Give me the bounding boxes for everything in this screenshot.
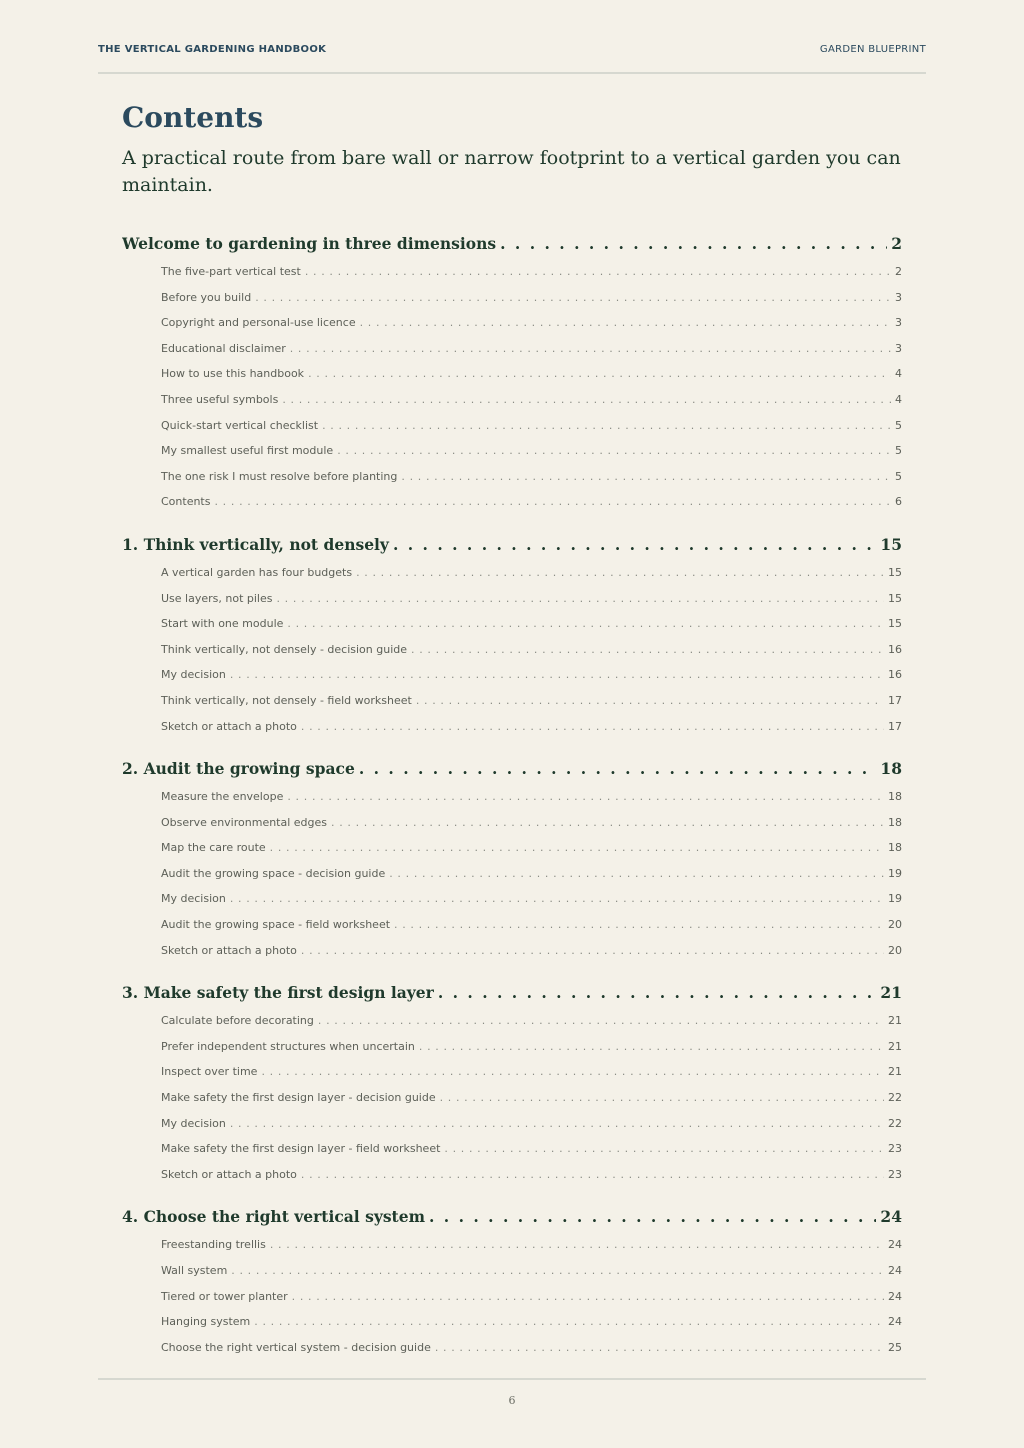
toc-entry-title: How to use this handbook: [161, 367, 305, 381]
toc-entry-title: Contents: [161, 495, 211, 509]
toc-entry[interactable]: [122, 1284, 902, 1310]
toc-entry[interactable]: [122, 361, 902, 387]
toc-entry-page-number: 4: [895, 392, 902, 406]
toc-entry-page-number: 16: [888, 642, 902, 656]
toc-entry[interactable]: [122, 714, 902, 740]
toc-chapter-group: [122, 532, 902, 739]
toc-entry[interactable]: [122, 1232, 902, 1258]
dot-leader: [318, 1008, 884, 1034]
toc-entry-title: Sketch or attach a photo: [161, 1167, 297, 1181]
dot-leader: [231, 1258, 884, 1284]
toc-entry-page-number: 4: [895, 367, 902, 381]
toc-entry-title: Map the care route: [161, 841, 266, 855]
toc-entry-title: My decision: [161, 1116, 226, 1130]
toc-entry[interactable]: [122, 1034, 902, 1060]
toc-entry-title: Copyright and personal-use licence: [161, 316, 356, 330]
toc-entry-title: Make safety the first design layer - decision guide: [161, 1091, 436, 1105]
toc-entry-page-number: 15: [888, 617, 902, 631]
toc-entry-title: My smallest useful first module: [161, 444, 334, 458]
toc-entry-page-number: 15: [888, 591, 902, 605]
dot-leader: [337, 438, 891, 464]
toc-chapter[interactable]: [122, 756, 902, 782]
toc-entry-title: Audit the growing space - field worksheet: [161, 918, 391, 932]
toc-entry[interactable]: [122, 586, 902, 612]
dot-leader: [331, 810, 884, 836]
toc-chapter-title: 3. Make safety the first design layer: [122, 983, 434, 1003]
dot-leader: [440, 1085, 884, 1111]
toc-entry-page-number: 3: [895, 316, 902, 330]
toc-chapter[interactable]: [122, 231, 902, 257]
toc-entry[interactable]: [122, 310, 902, 336]
dot-leader: [230, 886, 884, 912]
toc-entry-page-number: 18: [888, 841, 902, 855]
dot-leader: [393, 532, 876, 558]
table-of-contents: [122, 231, 902, 1360]
toc-entry-page-number: 5: [895, 469, 902, 483]
toc-entry[interactable]: [122, 1162, 902, 1188]
toc-entry-title: Measure the envelope: [161, 790, 284, 804]
dot-leader: [356, 560, 884, 586]
dot-leader: [261, 1059, 884, 1085]
toc-entry-page-number: 3: [895, 341, 902, 355]
toc-entry-title: Inspect over time: [161, 1065, 258, 1079]
toc-entry[interactable]: [122, 1008, 902, 1034]
toc-entry-page-number: 19: [888, 866, 902, 880]
toc-entry[interactable]: [122, 835, 902, 861]
running-header: [98, 40, 926, 74]
toc-entry[interactable]: [122, 861, 902, 887]
toc-entry[interactable]: [122, 1335, 902, 1361]
toc-entry[interactable]: [122, 637, 902, 663]
toc-chapter-page-number: 2: [891, 234, 902, 253]
toc-entry[interactable]: [122, 1111, 902, 1137]
toc-entry-title: Think vertically, not densely - field worksheet: [161, 693, 412, 707]
toc-chapter-title: 1. Think vertically, not densely: [122, 534, 389, 554]
toc-entry-page-number: 23: [888, 1142, 902, 1156]
toc-entry[interactable]: [122, 438, 902, 464]
dot-leader: [359, 756, 877, 782]
toc-entry[interactable]: [122, 662, 902, 688]
toc-entry-page-number: 24: [888, 1238, 902, 1252]
toc-chapter-title: 4. Choose the right vertical system: [122, 1207, 425, 1227]
toc-entry-page-number: 3: [895, 290, 902, 304]
toc-entry[interactable]: [122, 886, 902, 912]
toc-entry[interactable]: [122, 560, 902, 586]
dot-leader: [305, 259, 891, 285]
dot-leader: [214, 489, 891, 515]
toc-chapter-group: [122, 231, 902, 515]
dot-leader: [322, 413, 891, 439]
toc-entry-title: Tiered or tower planter: [161, 1289, 288, 1303]
toc-chapter[interactable]: [122, 1204, 902, 1230]
dot-leader: [255, 285, 891, 311]
toc-chapter-group: [122, 980, 902, 1187]
dot-leader: [429, 1204, 876, 1230]
toc-entry-page-number: 21: [888, 1014, 902, 1028]
dot-leader: [230, 1111, 884, 1137]
toc-entry-title: Educational disclaimer: [161, 341, 286, 355]
toc-chapter-title: 2. Audit the growing space: [122, 759, 355, 779]
dot-leader: [287, 611, 884, 637]
dot-leader: [270, 1232, 884, 1258]
toc-entry-title: Choose the right vertical system - decision guide: [161, 1340, 431, 1354]
page-title: Contents: [122, 101, 264, 134]
toc-entry-title: My decision: [161, 892, 226, 906]
toc-entry[interactable]: [122, 912, 902, 938]
series-label: GARDEN BLUEPRINT: [819, 44, 926, 55]
toc-entry[interactable]: [122, 387, 902, 413]
toc-chapter[interactable]: [122, 532, 902, 558]
toc-entry-title: Make safety the first design layer - field worksheet: [161, 1142, 441, 1156]
toc-entry-page-number: 5: [895, 418, 902, 432]
page-subtitle: A practical route from bare wall or narrow footprint to a vertical garden you can maintain.: [122, 147, 901, 196]
toc-entry-title: Before you build: [161, 290, 252, 304]
toc-chapter-title: Welcome to gardening in three dimensions: [122, 234, 497, 253]
toc-chapter-page-number: 15: [880, 534, 902, 554]
toc-entry[interactable]: [122, 1059, 902, 1085]
dot-leader: [389, 861, 884, 887]
toc-entry-title: The five-part vertical test: [161, 265, 301, 278]
toc-entry[interactable]: [122, 464, 902, 490]
dot-leader: [282, 387, 891, 413]
dot-leader: [416, 688, 884, 714]
toc-chapter-page-number: 24: [880, 1207, 902, 1227]
contents-page: [122, 100, 902, 1377]
toc-entry-page-number: 6: [895, 495, 902, 509]
toc-entry-page-number: 25: [888, 1340, 902, 1354]
dot-leader: [292, 1284, 884, 1310]
toc-entry-page-number: 20: [888, 918, 902, 932]
toc-entry-title: Think vertically, not densely - decision guide: [161, 642, 408, 656]
toc-entry-title: Audit the growing space - decision guide: [161, 866, 386, 880]
dot-leader: [276, 586, 884, 612]
toc-entry[interactable]: [122, 336, 902, 362]
toc-entry-page-number: 16: [888, 668, 902, 682]
dot-leader: [444, 1136, 884, 1162]
toc-entry-page-number: 19: [888, 892, 902, 906]
toc-entry-page-number: 22: [888, 1091, 902, 1105]
toc-chapter-group: [122, 1204, 902, 1360]
page-number: 6: [508, 1394, 516, 1407]
toc-entry[interactable]: [122, 1309, 902, 1335]
toc-entry-title: Sketch or attach a photo: [161, 943, 297, 957]
dot-leader: [500, 231, 887, 257]
dot-leader: [419, 1034, 884, 1060]
toc-chapter-page-number: 21: [880, 983, 902, 1003]
toc-entry-page-number: 24: [888, 1315, 902, 1329]
toc-entry-title: Three useful symbols: [161, 392, 279, 406]
toc-entry-page-number: 2: [895, 265, 902, 278]
toc-entry-page-number: 24: [888, 1264, 902, 1277]
toc-entry-title: Prefer independent structures when uncertain: [161, 1039, 415, 1053]
toc-entry-page-number: 21: [888, 1065, 902, 1079]
dot-leader: [435, 1335, 884, 1361]
toc-entry[interactable]: [122, 810, 902, 836]
toc-entry[interactable]: [122, 489, 902, 515]
toc-entry[interactable]: [122, 413, 902, 439]
toc-entry[interactable]: [122, 784, 902, 810]
toc-entry[interactable]: [122, 259, 902, 285]
toc-entry[interactable]: [122, 611, 902, 637]
toc-entry[interactable]: [122, 1258, 902, 1284]
toc-entry-page-number: 23: [888, 1167, 902, 1181]
dot-leader: [401, 464, 891, 490]
dot-leader: [394, 912, 884, 938]
running-footer: [98, 1378, 926, 1409]
dot-leader: [360, 310, 891, 336]
toc-entry-title: The one risk I must resolve before planting: [161, 469, 398, 483]
dot-leader: [411, 637, 884, 663]
dot-leader: [270, 835, 884, 861]
dot-leader: [301, 714, 884, 740]
toc-entry-title: Quick-start vertical checklist: [161, 418, 319, 432]
toc-entry-page-number: 15: [888, 565, 902, 579]
toc-entry-title: Sketch or attach a photo: [161, 719, 297, 733]
toc-entry-page-number: 21: [888, 1039, 902, 1053]
toc-entry-page-number: 18: [888, 790, 902, 804]
book-title: THE VERTICAL GARDENING HANDBOOK: [98, 44, 327, 55]
toc-entry-page-number: 5: [895, 444, 902, 458]
toc-entry[interactable]: [122, 1136, 902, 1162]
toc-entry-page-number: 22: [888, 1116, 902, 1130]
toc-entry-title: Hanging system: [161, 1315, 251, 1329]
toc-entry[interactable]: [122, 1085, 902, 1111]
dot-leader: [254, 1309, 884, 1335]
toc-entry-title: Freestanding trellis: [161, 1238, 266, 1252]
toc-entry-title: Use layers, not piles: [161, 591, 273, 605]
dot-leader: [438, 980, 877, 1006]
toc-chapter[interactable]: [122, 980, 902, 1006]
toc-entry-page-number: 18: [888, 815, 902, 829]
dot-leader: [301, 938, 884, 964]
toc-chapter-group: [122, 756, 902, 963]
dot-leader: [301, 1162, 884, 1188]
toc-entry-title: Calculate before decorating: [161, 1014, 314, 1028]
toc-entry[interactable]: [122, 285, 902, 311]
toc-chapter-page-number: 18: [880, 759, 902, 779]
toc-entry-title: My decision: [161, 668, 226, 682]
toc-entry[interactable]: [122, 688, 902, 714]
toc-entry-page-number: 24: [888, 1289, 902, 1303]
dot-leader: [290, 336, 891, 362]
toc-entry-page-number: 17: [888, 693, 902, 707]
toc-entry[interactable]: [122, 938, 902, 964]
toc-entry-title: Observe environmental edges: [161, 815, 328, 829]
toc-entry-page-number: 17: [888, 719, 902, 733]
toc-entry-page-number: 20: [888, 943, 902, 957]
dot-leader: [287, 784, 884, 810]
toc-entry-title: A vertical garden has four budgets: [161, 565, 353, 579]
dot-leader: [230, 662, 884, 688]
toc-entry-title: Wall system: [161, 1264, 228, 1277]
toc-entry-title: Start with one module: [161, 617, 284, 631]
dot-leader: [308, 361, 891, 387]
